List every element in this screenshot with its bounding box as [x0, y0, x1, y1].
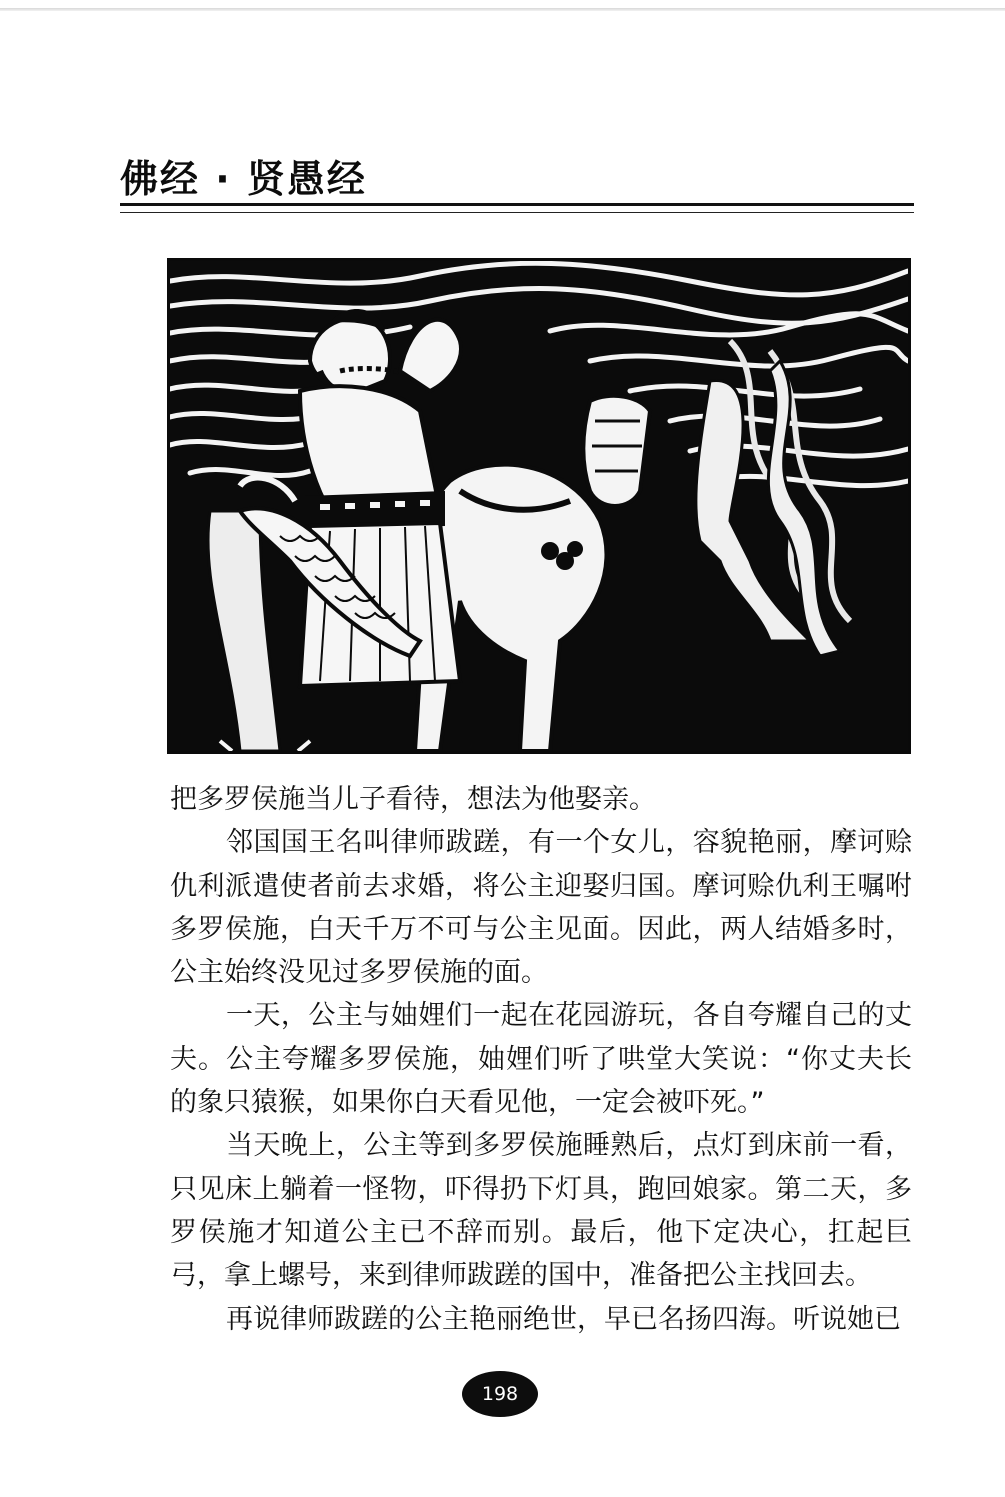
body-text	[170, 778, 912, 1341]
paragraph-5: 再说律师跋蹉的公主艳丽绝世，早已名扬四海。听说她已	[226, 1303, 901, 1335]
running-header-title: 佛经 · 贤愚经	[120, 157, 367, 201]
paragraph-3: 一天，公主与妯娌们一起在花园游玩，各自夸耀自己的丈夫。公主夸耀多罗侯施，妯娌们听了哄堂大笑说：“你丈夫长的象只猿猴，如果你白天看见他，一定会被吓死。”	[170, 1000, 912, 1119]
header-rule-thin	[120, 212, 914, 213]
paragraph-1: 把多罗侯施当儿子看待，想法为他娶亲。	[170, 784, 656, 815]
page-top-edge	[0, 8, 1005, 11]
header-rule-thick	[120, 203, 914, 206]
woodcut-illustration	[167, 258, 911, 754]
paragraph-4: 当天晚上，公主等到多罗侯施睡熟后，点灯到床前一看，只见床上躺着一怪物，吓得扔下灯具，跑回娘家。第二天，多罗侯施才知道公主已不辞而别。最后，他下定决心，扛起巨弓，拿上螺号，来到律师跋蹉的国中，准备把公主找回去。	[170, 1130, 912, 1292]
page-number-badge: 198	[462, 1371, 538, 1417]
illustration-svg	[170, 261, 908, 751]
paragraph-2: 邻国国王名叫律师跋蹉，有一个女儿，容貌艳丽，摩诃赊仇利派遣使者前去求婚，将公主迎娶归国。摩诃赊仇利王嘱咐多罗侯施，白天千万不可与公主见面。因此，两人结婚多时，公主始终没见过多罗侯施的面。	[170, 827, 912, 989]
